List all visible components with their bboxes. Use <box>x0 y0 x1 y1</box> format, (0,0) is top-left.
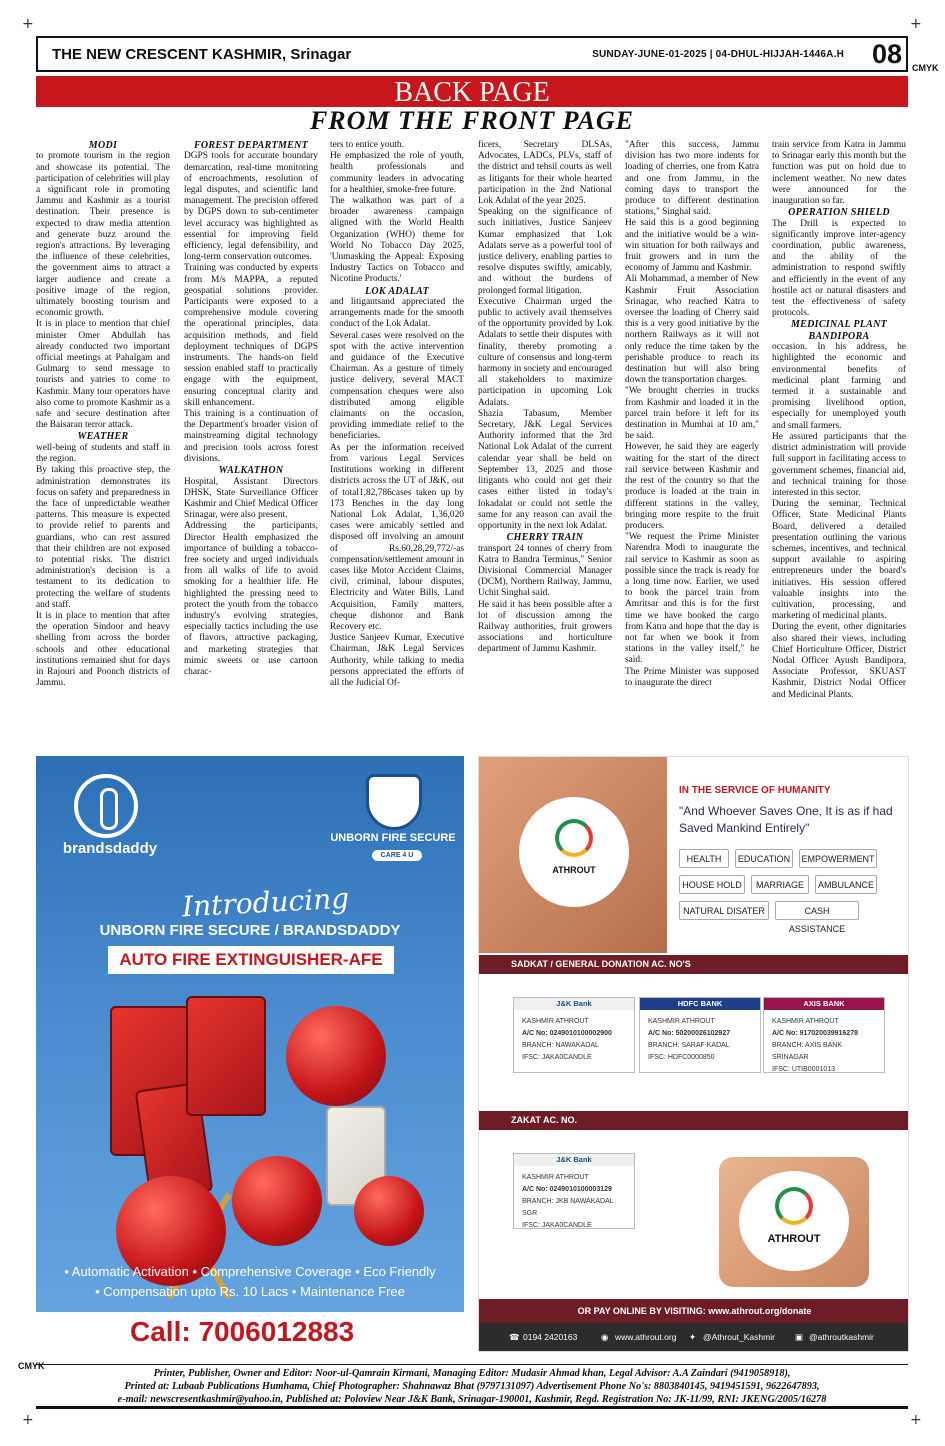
article-heading: CHERRY TRAIN <box>506 532 584 544</box>
imprint-line: Printer, Publisher, Owner and Editor: Noor-ul-Qamrain Kirmani, Managing Editor: Mudasir Ahmad khan, Legal Advisor: A.A Zaindari (9419058918), <box>153 1368 791 1379</box>
cmyk-strip: CMYK <box>18 1361 45 1371</box>
page-number: 08 <box>871 39 902 69</box>
masthead <box>36 36 908 72</box>
brandsdaddy-logo-icon <box>74 774 138 838</box>
contact-web[interactable]: www.athrout.org <box>615 1332 677 1342</box>
article-paragraph: Executive Chairman urged the public to actively avail themselves of the opportunity provided by Lok Adalats to settle their disputes with finality, thereby promoting a culture of consensus and long-term harmony in society and encouraged all stakeholders to maximize participation in upcoming Lok Adalats. <box>478 296 612 408</box>
article-column-6 <box>772 140 906 752</box>
service-tag: EMPOWERMENT <box>799 849 877 868</box>
zakat-heading: ZAKAT AC. NO. <box>479 1111 909 1130</box>
globe-icon: ◉ <box>601 1332 609 1342</box>
article-paragraph: Several cases were resolved on the spot with the active intervention and guidance of the Executive Chairman. As a gesture of timely justice delivery, several MACT compensation cheques were also distributed among eligible claimants on the occasion, providing immediate relief to the beneficiaries. <box>330 330 464 442</box>
contact-bar <box>479 1323 909 1352</box>
article-heading: MEDICINAL PLANT BANDIPORA <box>790 319 888 342</box>
article-paragraph: transport 24 tonnes of cherry from Katra to Bandra Terminus," Senior Divisional Commercial Manager (DCM), Northern Railway, Jammu, Uchit Singhal said. <box>478 543 612 599</box>
athrout-logo-text: ATHROUT <box>552 865 596 875</box>
service-tag: HOUSE HOLD <box>679 875 745 894</box>
article-paragraph: to promote tourism in the region and showcase its potential. The participation of celebrities will play a significant role in promoting Jammu and Kashmir as a tourist destination. Their presence is expected to draw media attention and generate buzz around the region's attractions. By leveraging the influence of these celebrities, the government aims to attract a larger audience and create a positive image of the region, ultimately boosting tourism and economic growth. <box>36 151 170 319</box>
bank-card-zakat: J&K Bank KASHMIR ATHROUT A/C No: 0249010100003129 BRANCH: JKB NAWAKADAL SGR IFSC: JAKA0CANDLE <box>513 1153 635 1229</box>
article-paragraph: The Drill is expected to significantly improve inter-agency coordination, public awareness, and the ability of the administration to respond swiftly and efficiently in the event of any hostile act or natural disasters and test the effectiveness of safety protocols. <box>772 218 906 319</box>
article-paragraph: Ali Mohammad, a member of New Kashmir Fruit Association Srinagar, who reached Katra to oversee the loading of Cherry said this is a very good initiative by the northern Railways as it will not only reduce the time taken by the perishable produce to reach its destination but will also bring down the transportation charges. <box>625 274 759 386</box>
article-heading: WALKATHON <box>218 465 284 477</box>
article-column-2 <box>184 140 318 752</box>
service-tag: NATURAL DISATER <box>679 901 769 920</box>
athrout-logo-icon <box>555 819 593 857</box>
instagram-icon: ▣ <box>795 1332 804 1342</box>
contact-instagram[interactable]: @athroutkashmir <box>809 1332 874 1342</box>
cmyk-strip: CMYK <box>912 63 939 73</box>
article-paragraph: Addressing the participants, Director Health emphasized the importance of building a tobacco-free society and urged individuals from all walks of life to avoid smoking for a healthier life. He highlighted the pressing need to protect the youth from the tobacco industry's evolving strategies, especially tactics including the use of flavors, attractive packaging, and marketing strategies that mimic sweets or use cartoon charac- <box>184 521 318 677</box>
article-paragraph: train service from Katra in Jammu to Srinagar early this month but the function was put on hold due to inclement weather. No new dates were announced for the inauguration so far. <box>772 140 906 207</box>
service-tag: MARRIAGE <box>751 875 809 894</box>
bank-card-jk: J&K Bank KASHMIR ATHROUT A/C No: 0249010100002900 BRANCH: NAWAKADAL IFSC: JAKA0CANDLE <box>513 997 635 1073</box>
article-paragraph: Shazia Tabasum, Member Secretary, J&K Legal Services Authority informed that the 3rd National Lok Adalat of the current calendar year shall be held on September 13, 2025 and those litigants who could not get their cases either listed in today's lokadalat or could not settle the same for any reason can avail the opportunity in the next lok Adalat. <box>478 408 612 531</box>
article-paragraph: Hospital, Assistant Directors DHSK, State Surveillance Officer Kashmir and Chief Medical Officer Srinagar, were also present. <box>184 476 318 521</box>
extinguisher-ball-image <box>354 1176 424 1246</box>
article-paragraph: The Prime Minister was supposed to inaugurate the direct <box>625 666 759 688</box>
twitter-icon: ✦ <box>689 1332 697 1342</box>
contact-phone[interactable]: 0194 2420163 <box>523 1332 578 1342</box>
article-paragraph: DGPS tools for accurate boundary demarcation, real-time monitoring of encroachments, resolution of legal disputes, and scientific land management. The precision offered by DGPS down to sub-centimeter level accuracy was highlighted as essential for improving field efficiency, legal defensibility, and long-term conservation outcomes. <box>184 151 318 263</box>
article-paragraph: ficers, Secretary DLSAs, Advocates, LADCs, PLVs, staff of the district and tehsil courts as well as litigants for their whole hearted participation in the 2nd National Lok Adalat of the year 2025. <box>478 140 612 207</box>
article-paragraph: Training was conducted by experts from M/s MAPPA, a reputed geospatial solutions provider. Participants were exposed to a comprehensive module covering the operational principles, data acquisition methods, and field deployment techniques of DGPS instruments. The hands-on field session enabled staff to practically engage with the equipment, ensuring conceptual clarity and skill enhancement. <box>184 263 318 408</box>
service-tag: HEALTH <box>679 849 729 868</box>
article-paragraph: "We request the Prime Minister Narendra Modi to inaugurate the rail service to Kashmir as soon as possible since the track is ready for a long time now. Earlier, we used to book the parcel train from Amritsar and this is for the first time we have booked the cargo from Katra and hope that the day is not far when we book it from stations in the valley itself," he said. <box>625 532 759 666</box>
section-banner: BACK PAGE <box>36 76 908 107</box>
article-paragraph: "We brought cherries in trucks from Kashmir and loaded it in the parcel train before it left for its destination in Mumbai at 10 am," he said. <box>625 386 759 442</box>
article-paragraph: By taking this proactive step, the administration demonstrates its focus on safety and preparedness in the face of unpredictable weather patterns. This measure is expected to provide relief to parents and guardians, who can rest assured that their children are not exposed to potential risks. The district administration's decision is a testament to its dedication to protecting the welfare of students and staff. <box>36 465 170 610</box>
unborn-fire-secure-name: UNBORN FIRE SECURE <box>330 832 456 844</box>
article-paragraph: As per the information received from various Legal Services Institutions working in different districts across the UT of J&K, out of total1,82,786cases taken up by 173 Benches in the day long National Lok Adalat, 1,36,020 cases were amicably settled and disposed off involving an amount of Rs.60,28,29,772/-as compensation/settlement amount in cases like Motor Accident Claims, civil, criminal, labour disputes, Electricity and Water Bills, Land Acquisition, Family matters, cheque dishonor and Bank Recovery etc. <box>330 442 464 632</box>
bank-card-hdfc: HDFC BANK KASHMIR ATHROUT A/C No: 50200026102927 BRANCH: SARAF KADAL IFSC: HDFC0000850 <box>639 997 761 1073</box>
paper-name: THE NEW CRESCENT KASHMIR, Srinagar <box>52 46 352 63</box>
article-paragraph: This training is a continuation of the Department's broader vision of mainstreaming digital technology and precision tools across forest divisions. <box>184 409 318 464</box>
registration-mark: + <box>22 16 34 32</box>
article-paragraph: Justice Sanjeev Kumar, Executive Chairman, J&K Legal Services Authority, while talking to media persons appreciated the efforts of all the Judicial Of- <box>330 633 464 688</box>
article-column-1 <box>36 140 170 752</box>
unborn-fire-secure-logo-icon <box>366 774 422 830</box>
phone-icon: ☎ <box>509 1332 520 1342</box>
article-column-4 <box>478 140 612 752</box>
article-paragraph: well-being of students and staff in the region. <box>36 442 170 465</box>
introducing-text: Introducing <box>181 881 350 924</box>
imprint-line: e-mail: newscresentkashmir@yahoo.in, Published at: Poloview Near J&K Bank, Srinagar-190001, Kashmir, Regd. Registration No: JK-11/99, RNI: JKENG/2005/16278 <box>117 1394 827 1405</box>
article-paragraph: He emphasized the role of youth, health professionals and community leaders in advocating for a healthier, smoke-free future. <box>330 151 464 195</box>
athrout-logo-icon <box>775 1187 813 1225</box>
product-name: AUTO FIRE EXTINGUISHER-AFE <box>108 946 394 974</box>
article-paragraph: He said it has been possible after a lot of discussion among the Railway authorities, fruit growers associations and horticulture department of Jammu Kashmir. <box>478 599 612 655</box>
contact-twitter[interactable]: @Athrout_Kashmir <box>703 1332 775 1342</box>
feature-line: • Compensation upto Rs. 10 Lacs • Maintenance Free <box>95 1284 405 1299</box>
article-heading: OPERATION SHIELD <box>788 207 890 219</box>
article-paragraph: and litigantsand appreciated the arrangements made for the smooth conduct of the Lok Adalat. <box>330 297 464 330</box>
brand-line: UNBORN FIRE SECURE / BRANDSDADDY <box>99 922 401 939</box>
article-paragraph: It is in place to mention that chief minister Omer Abdullah has already conducted two important official meetings at Pahalgam and Gulmarg to send message to tourists and yatries to come to Kashmir. Many tour operators have also come to promote Kashmir as a safe and secure destination after the Baisaran terror attack. <box>36 319 170 431</box>
extinguisher-ball-image <box>286 1006 386 1106</box>
article-paragraph: The walkathon was part of a broader awareness campaign aligned with the World Health Organization (WHO) theme for World No Tobacco Day 2025, 'Unmasking the Appeal: Exposing Industry Tactics on Tobacco and Nicotine Products.' <box>330 196 464 285</box>
hands-logo-image <box>719 1157 869 1287</box>
article-paragraph: He assured participants that the district administration will provide full support in facilitating access to government schemes, financial aid, and technical training for those interested in this sector. <box>772 431 906 498</box>
care-tagline: CARE 4 U <box>372 850 422 861</box>
article-heading: LOK ADALAT <box>364 285 430 297</box>
fire-extinguisher-ad[interactable] <box>36 756 464 1352</box>
footer-rule <box>36 1406 908 1409</box>
article-column-5 <box>625 140 759 752</box>
hands-image <box>479 757 667 953</box>
article-paragraph: occasion. In his address, he highlighted the economic and environmental benefits of medicinal plant farming and termed it a sustainable and promising livelihood option, especially for unemployed youth and small farmers. <box>772 342 906 431</box>
imprint-line: Printed at: Lubaab Publications Humhama, Chief Photographer: Shahnawaz Bhat (9797131097) Advertisement Phone No's: 8803840145, 9419451591, 9622647893, <box>124 1381 820 1392</box>
general-donation-heading: SADKAT / GENERAL DONATION AC. NO'S <box>479 955 909 974</box>
article-paragraph: "After this success, Jammu division has two more indents for loading of cherries, one from Katra and one from Jammu, in the coming days to transport the produce to different destination stations," Singhal said. <box>625 140 759 218</box>
dateline: SUNDAY-JUNE-01-2025 | 04-DHUL-HIJJAH-1446A.H <box>592 49 844 60</box>
service-tag: AMBULANCE <box>815 875 877 894</box>
article-heading: WEATHER <box>77 431 129 443</box>
feature-line: • Automatic Activation • Comprehensive Coverage • Eco Friendly <box>64 1264 436 1279</box>
registration-mark: + <box>910 16 922 32</box>
article-paragraph: During the event, other dignitaries also shared their views, including Chief Horticulture Officer, District Nodal Officer Ayush Bandipora, Associate Professor, SKUAST Kashmir, District Nodal Officer and Medicinal Plants. <box>772 622 906 700</box>
registration-mark: + <box>910 1412 922 1428</box>
bank-card-axis: AXIS BANK KASHMIR ATHROUT A/C No: 917020039916278 BRANCH: AXIS BANK SRINAGAR IFSC: UTIB0001013 <box>763 997 885 1073</box>
article-column-3 <box>330 140 464 752</box>
registration-mark: + <box>22 1412 34 1428</box>
donate-online-link[interactable]: OR PAY ONLINE BY VISITING: www.athrout.org/donate <box>479 1299 909 1323</box>
athrout-logo-text: ATHROUT <box>767 1233 821 1245</box>
quote: "And Whoever Saves One, It is as if had Saved Mankind Entirely" <box>679 804 893 835</box>
service-tag: CASH ASSISTANCE <box>775 901 859 920</box>
article-paragraph: However, he said they are eagerly waiting for the start of the direct rail service between Kashmir and the rest of the country so that the produce is loaded at the train in different stations in the valley, bringing more respite to the fruit producers. <box>625 442 759 531</box>
article-heading: MODI <box>88 140 118 151</box>
article-paragraph: Speaking on the significance of such initiatives, Justice Sanjeev Kumar emphasized that Lok Adalats serve as a powerful tool of justice delivery, enabling parties to resolve disputes swiftly, amicably, and without the burdens of prolonged formal litigation. <box>478 207 612 296</box>
article-paragraph: He said this is a good beginning and the initiative would be a win-win situation for both railways and fruit growers and in turn the economy of Jammu and Kashmir. <box>625 218 759 274</box>
service-heading: IN THE SERVICE OF HUMANITY <box>679 785 831 796</box>
extinguisher-ball-image <box>232 1156 322 1246</box>
brandsdaddy-name: brandsdaddy <box>62 840 158 857</box>
call-number[interactable]: Call: 7006012883 <box>130 1316 355 1347</box>
imprint-footer <box>36 1364 908 1406</box>
article-paragraph: ters to entice youth. <box>330 140 404 150</box>
article-paragraph: It is in place to mention that after the operation Sindoor and heavy shelling from across the border schools and other educational institutions remained shut for days in Rajouri and Poonch districts of Jammu. <box>36 610 170 689</box>
article-heading: FOREST DEPARTMENT <box>193 140 309 151</box>
article-paragraph: During the seminar, Technical Officer, State Medicinal Plants Board, delivered a detailed presentation outlining the various schemes, incentives, and technical support available to aspiring entrepreneurs under the board's initiatives. His session offered valuable insights into the cultivation, processing, and marketing of medicinal plants. <box>772 499 906 622</box>
athrout-donation-ad[interactable] <box>478 756 909 1352</box>
service-tag: EDUCATION <box>735 849 793 868</box>
product-box-image <box>186 996 266 1116</box>
section-subtitle: FROM THE FRONT PAGE <box>309 106 635 135</box>
